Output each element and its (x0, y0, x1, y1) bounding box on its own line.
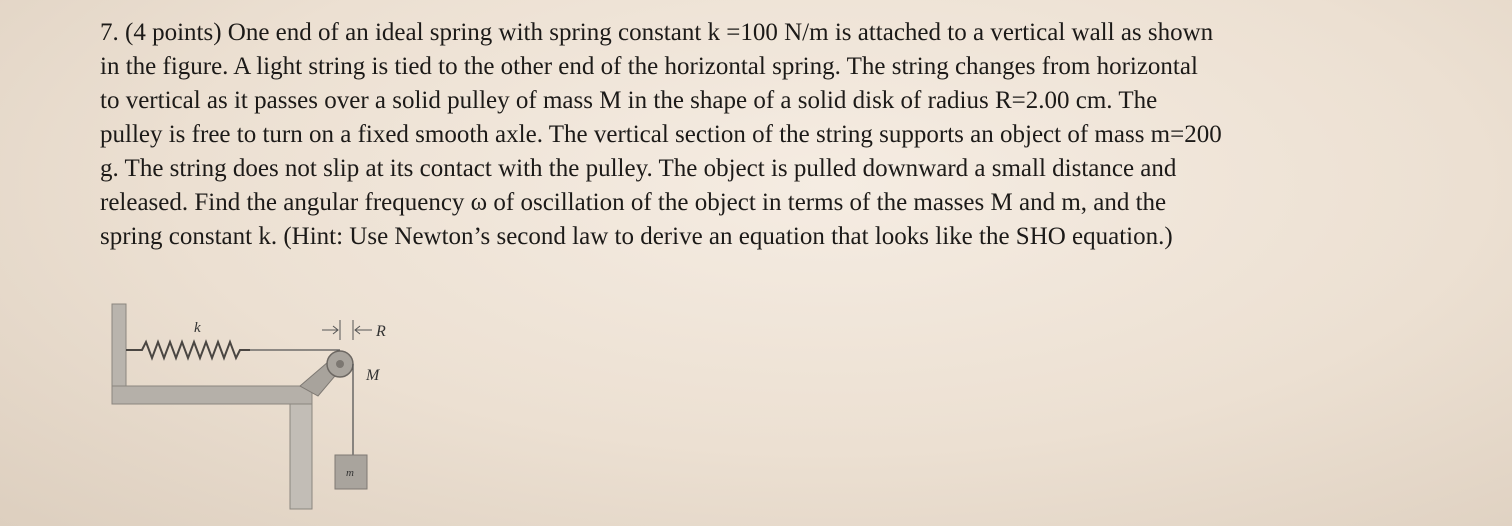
pulley-axle (336, 360, 344, 368)
problem-line-5: g. The string does not slip at its contact with the pulley. The object is pulled downward a small distance and (100, 155, 1177, 182)
pulley-label: M (366, 367, 380, 384)
radius-arrow-left (322, 326, 338, 334)
spring-pulley-figure (90, 292, 420, 517)
problem-line-7: spring constant k. (Hint: Use Newton’s second law to derive an equation that looks like the SHO equation.) (100, 223, 1173, 250)
problem-line-1: 7. (4 points) One end of an ideal spring with spring constant k =100 N/m is attached to a vertical wall as shown (100, 19, 1214, 46)
table-leg (290, 404, 312, 509)
spring (126, 342, 250, 358)
wall (112, 304, 126, 386)
radius-arrow-right (355, 326, 372, 334)
problem-line-4: pulley is free to turn on a fixed smooth axle. The vertical section of the string supports an object of mass m=200 (100, 121, 1222, 148)
table-top (112, 386, 312, 404)
problem-statement (100, 16, 1470, 254)
spring-label: k (194, 320, 201, 336)
problem-line-6: released. Find the angular frequency ω of oscillation of the object in terms of the masses M and m, and the (100, 189, 1167, 216)
problem-line-3: to vertical as it passes over a solid pulley of mass M in the shape of a solid disk of radius R=2.00 cm. The (100, 87, 1158, 114)
problem-line-2: in the figure. A light string is tied to the other end of the horizontal spring. The string changes from horizontal (100, 53, 1198, 80)
radius-label: R (376, 323, 386, 340)
mass-label: m (346, 467, 354, 479)
